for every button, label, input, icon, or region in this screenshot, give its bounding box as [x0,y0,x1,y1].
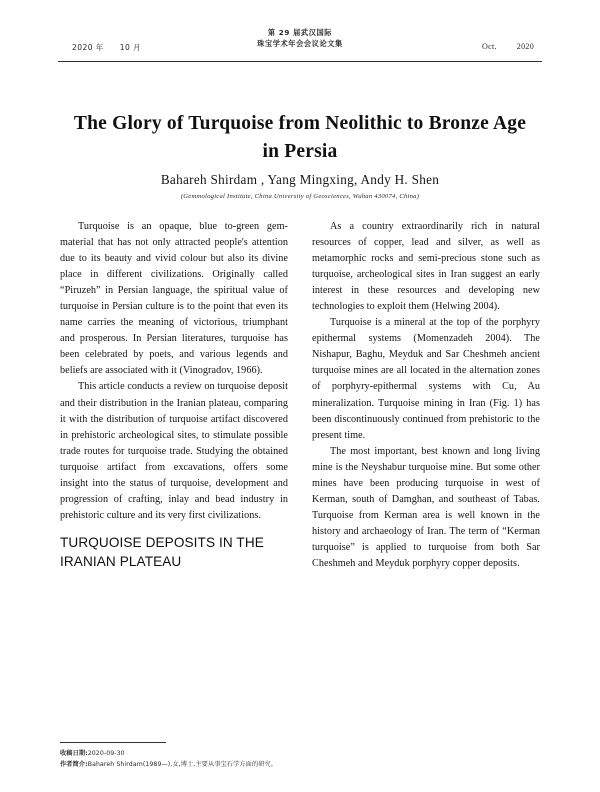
header-year-cn: 2020 年 [72,43,104,52]
header-divider-rule [58,61,542,62]
paper-title: The Glory of Turquoise from Neolithic to Bronze Age in Persia [73,113,527,163]
received-date-note [60,748,480,759]
header-date-chinese [72,42,141,53]
paragraph: Turquoise is a mineral at the top of the porphyry epithermal systems (Momenzadeh 2004). The Nishapur, Baghu, Meyduk and Sar Cheshmeh ancient turquoise mines are all located in the alternation zones of porphyry-epithermal systems with Cu, Au mineralization. Turquoise mining in Iran (Fig. 1) has been discontinuously continued from prehistoric to the present time. [312,317,540,441]
paragraph: Turquoise is an opaque, blue to-green gem-material that has not only attracted people's attention due to its beauty and vivid colour but also its divine place in different civilizations. Originally called “Piruzeh” in Persian language, the spiritual value of turquoise in Persian culture is to the point that even its name carries the meaning of victorious, triumphant and prosperous. In Persian literatures, turquoise has been celebrated by poets, and various legends and beliefs are associated with it (Vinogradov, 1966). [60,221,288,377]
author-bio-label: 作者简介: [60,761,88,768]
section-heading: TURQUOISE DEPOSITS IN THE IRANIAN PLATEAU [60,534,264,570]
author-list: Bahareh Shirdam , Yang Mingxing, Andy H. Shen [160,172,440,187]
header-date-english [482,42,534,51]
paragraph: This article conducts a review on turquoise deposit and their distribution in the Iranian plateau, comparing it with the distribution of turquoise artifact discovered in prehistoric archeological sites, to stimulate possible trade routes for turquoise trade. Studying the obtained turquoise artifact from excavations, offers some insight into the status of turquoise, development and progression of crafting, inlay and bead industry in prehistoric culture and its very first civilizations. [60,381,288,521]
paragraph: As a country extraordinarily rich in natural resources of copper, lead and silver, as well as metamorphic rocks and semi-precious stone such as turquoise, archeological sites in Iran suggest an early interest in these resources and developing new technologies to exploit them (Helwing 2004). [312,221,540,313]
footnote-block [60,748,480,770]
paragraph: The most important, best known and long living mine is the Neyshabur turquoise mine. But some other mines have been producing turquoise in west of Kerman, south of Damghan, and southeast of Tabas. Turquoise from Kerman area is well known in the history and archaeology of Iran. The term of “Kerman turquoise” is applied to turquoise from both Sar Cheshmeh and Meyduk porphyry copper deposits. [312,445,540,569]
header-month-en: Oct. [482,42,497,51]
received-date-label: 收稿日期: [60,750,88,757]
author-affiliation: (Gemmological Institute, China University of Geosciences, Wuhan 430074, China) [180,193,420,200]
running-header [58,28,542,60]
header-year-en: 2020 [516,42,534,51]
conference-title-line1: 第 29 届武汉国际 [267,28,333,37]
author-bio-note [60,759,480,770]
conference-title-line2: 珠宝学术年会会议论文集 [257,38,343,48]
footnote-divider-rule [60,742,166,743]
body-column-left [60,219,288,572]
body-column-right [312,219,540,572]
author-bio-value: Bahareh Shirdam(1989—),女,博士,主要从事宝石学方面的研究。 [87,761,278,768]
received-date-value: 2020-09-30 [87,750,125,757]
header-month-cn: 10 月 [119,43,142,52]
